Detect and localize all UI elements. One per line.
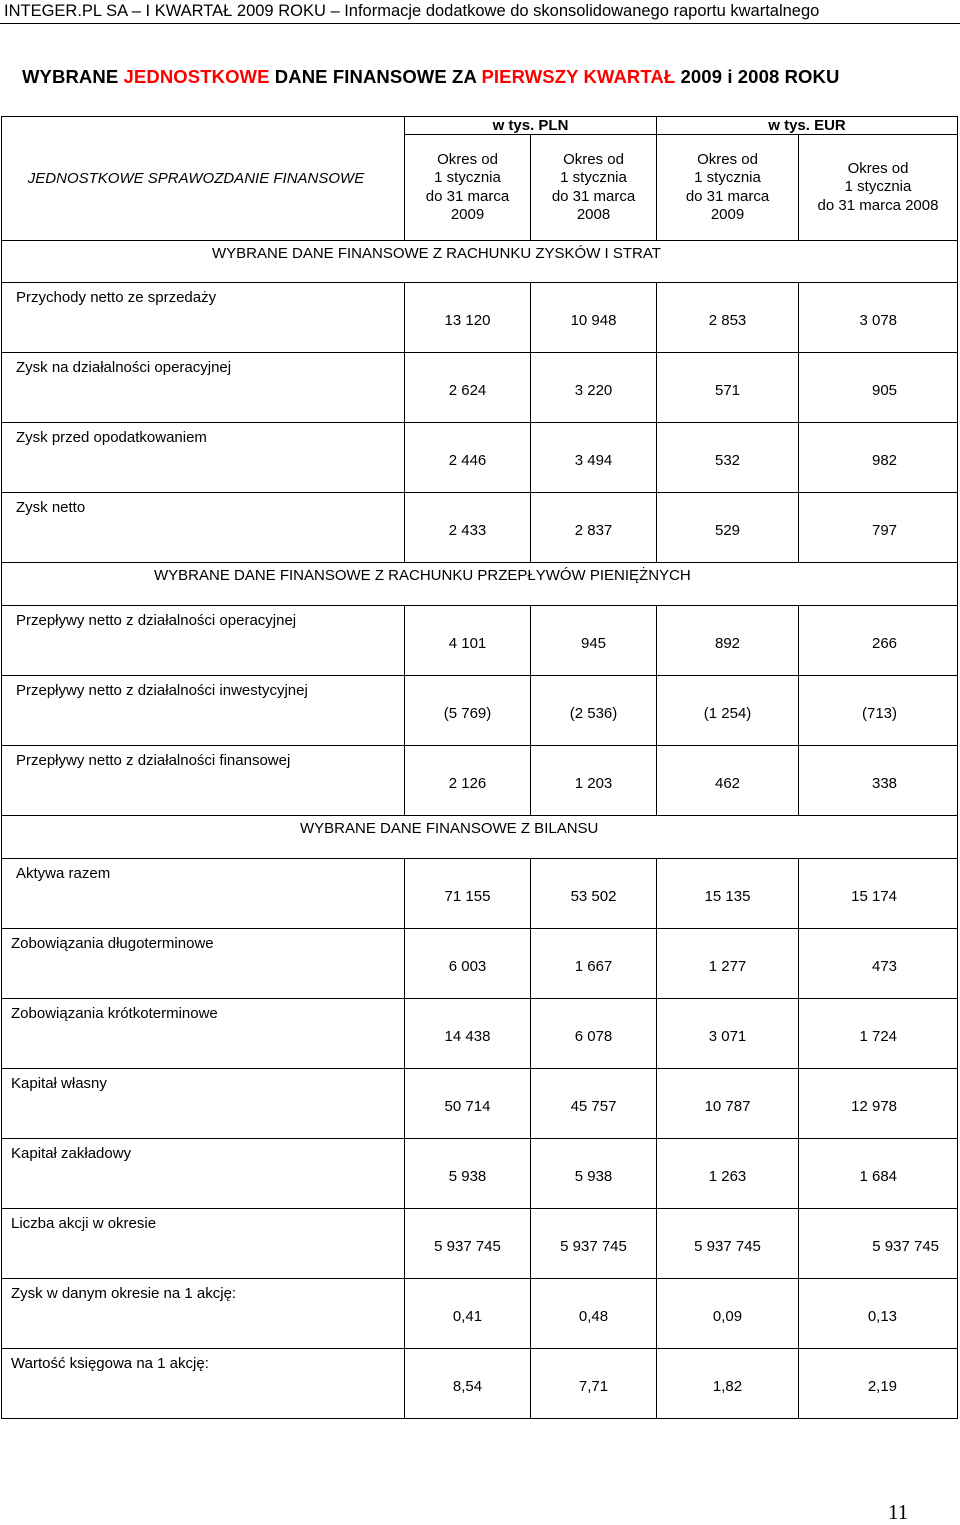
period-header-eur-2008: Okres od 1 stycznia do 31 marca 2008 bbox=[799, 135, 958, 241]
row-value-col-2: (2 536) bbox=[531, 676, 657, 746]
row-value-col-3: 1 277 bbox=[657, 929, 799, 999]
currency-pln-header: w tys. PLN bbox=[405, 117, 657, 135]
row-value-col-3: 892 bbox=[657, 606, 799, 676]
row-value-col-4: 2,19 bbox=[799, 1349, 958, 1419]
row-value-col-2: 3 220 bbox=[531, 353, 657, 423]
row-value-col-2: 45 757 bbox=[531, 1069, 657, 1139]
row-value-col-3: 3 071 bbox=[657, 999, 799, 1069]
row-value-col-4: 5 937 745 bbox=[799, 1209, 958, 1279]
section-row bbox=[2, 563, 958, 606]
row-value-col-4: 338 bbox=[799, 746, 958, 816]
title-part-3: DANE FINANSOWE ZA bbox=[269, 66, 482, 87]
row-value-col-3: 532 bbox=[657, 423, 799, 493]
row-value-col-2: 1 667 bbox=[531, 929, 657, 999]
currency-header-row bbox=[2, 117, 958, 135]
row-value-col-3: (1 254) bbox=[657, 676, 799, 746]
table-row bbox=[2, 999, 958, 1069]
row-value-col-3: 571 bbox=[657, 353, 799, 423]
row-value-col-4: 12 978 bbox=[799, 1069, 958, 1139]
period-header-eur-2009: Okres od 1 stycznia do 31 marca 2009 bbox=[657, 135, 799, 241]
row-label: Zysk przed opodatkowaniem bbox=[2, 423, 405, 493]
table-row bbox=[2, 746, 958, 816]
table-row bbox=[2, 423, 958, 493]
row-value-col-1: 2 433 bbox=[405, 493, 531, 563]
row-label: Przychody netto ze sprzedaży bbox=[2, 283, 405, 353]
row-value-col-3: 2 853 bbox=[657, 283, 799, 353]
row-value-col-3: 1 263 bbox=[657, 1139, 799, 1209]
row-value-col-4: 1 684 bbox=[799, 1139, 958, 1209]
row-value-col-2: 6 078 bbox=[531, 999, 657, 1069]
row-value-col-2: 1 203 bbox=[531, 746, 657, 816]
row-value-col-1: 13 120 bbox=[405, 283, 531, 353]
row-value-col-1: 2 126 bbox=[405, 746, 531, 816]
row-value-col-2: 53 502 bbox=[531, 859, 657, 929]
table-row bbox=[2, 1139, 958, 1209]
section-title: WYBRANE DANE FINANSOWE Z BILANSU bbox=[2, 816, 958, 859]
row-label: Przepływy netto z działalności inwestycyjnej bbox=[2, 676, 405, 746]
row-value-col-2: 7,71 bbox=[531, 1349, 657, 1419]
row-label: Zysk w danym okresie na 1 akcję: bbox=[2, 1279, 405, 1349]
row-value-col-1: (5 769) bbox=[405, 676, 531, 746]
row-value-col-1: 6 003 bbox=[405, 929, 531, 999]
row-value-col-2: 0,48 bbox=[531, 1279, 657, 1349]
section-title: WYBRANE DANE FINANSOWE Z RACHUNKU ZYSKÓW I STRAT bbox=[2, 241, 958, 283]
row-label: Zysk netto bbox=[2, 493, 405, 563]
row-value-col-4: (713) bbox=[799, 676, 958, 746]
row-value-col-4: 1 724 bbox=[799, 999, 958, 1069]
row-value-col-4: 3 078 bbox=[799, 283, 958, 353]
page-number: 11 bbox=[888, 1500, 909, 1524]
row-label: Zobowiązania długoterminowe bbox=[2, 929, 405, 999]
row-label: Aktywa razem bbox=[2, 859, 405, 929]
running-header: INTEGER.PL SA – I KWARTAŁ 2009 ROKU – Informacje dodatkowe do skonsolidowanego raportu kwartalnego bbox=[4, 2, 820, 20]
table-row bbox=[2, 1069, 958, 1139]
row-label: Przepływy netto z działalności operacyjnej bbox=[2, 606, 405, 676]
row-value-col-2: 2 837 bbox=[531, 493, 657, 563]
row-value-col-4: 982 bbox=[799, 423, 958, 493]
row-value-col-4: 15 174 bbox=[799, 859, 958, 929]
section-title: WYBRANE DANE FINANSOWE Z RACHUNKU PRZEPŁYWÓW PIENIĘŻNYCH bbox=[2, 563, 958, 606]
row-value-col-2: 3 494 bbox=[531, 423, 657, 493]
currency-eur-header: w tys. EUR bbox=[657, 117, 958, 135]
financial-data-table bbox=[1, 116, 958, 1419]
table-row bbox=[2, 283, 958, 353]
table-row bbox=[2, 1209, 958, 1279]
header-rule bbox=[0, 23, 960, 24]
row-value-col-3: 15 135 bbox=[657, 859, 799, 929]
page-title bbox=[22, 66, 839, 88]
section-row bbox=[2, 816, 958, 859]
row-label: Wartość księgowa na 1 akcję: bbox=[2, 1349, 405, 1419]
row-value-col-1: 71 155 bbox=[405, 859, 531, 929]
table-row bbox=[2, 493, 958, 563]
row-label: Kapitał własny bbox=[2, 1069, 405, 1139]
table-row bbox=[2, 929, 958, 999]
row-value-col-2: 5 938 bbox=[531, 1139, 657, 1209]
statement-header-label: JEDNOSTKOWE SPRAWOZDANIE FINANSOWE bbox=[2, 117, 405, 241]
title-part-5: 2009 i 2008 ROKU bbox=[675, 66, 840, 87]
row-value-col-2: 945 bbox=[531, 606, 657, 676]
row-value-col-1: 0,41 bbox=[405, 1279, 531, 1349]
table-row bbox=[2, 859, 958, 929]
table-row bbox=[2, 606, 958, 676]
row-value-col-3: 0,09 bbox=[657, 1279, 799, 1349]
table-row bbox=[2, 1349, 958, 1419]
row-label: Liczba akcji w okresie bbox=[2, 1209, 405, 1279]
row-value-col-3: 10 787 bbox=[657, 1069, 799, 1139]
row-value-col-3: 462 bbox=[657, 746, 799, 816]
row-label: Przepływy netto z działalności finansowej bbox=[2, 746, 405, 816]
row-value-col-2: 5 937 745 bbox=[531, 1209, 657, 1279]
row-value-col-4: 797 bbox=[799, 493, 958, 563]
row-label: Kapitał zakładowy bbox=[2, 1139, 405, 1209]
section-row bbox=[2, 241, 958, 283]
row-value-col-3: 5 937 745 bbox=[657, 1209, 799, 1279]
row-value-col-1: 5 937 745 bbox=[405, 1209, 531, 1279]
row-value-col-4: 473 bbox=[799, 929, 958, 999]
row-value-col-4: 0,13 bbox=[799, 1279, 958, 1349]
table-row bbox=[2, 1279, 958, 1349]
row-value-col-1: 5 938 bbox=[405, 1139, 531, 1209]
row-value-col-1: 2 624 bbox=[405, 353, 531, 423]
row-value-col-4: 266 bbox=[799, 606, 958, 676]
table-row bbox=[2, 676, 958, 746]
row-value-col-1: 14 438 bbox=[405, 999, 531, 1069]
title-part-4: PIERWSZY KWARTAŁ bbox=[481, 66, 676, 87]
row-value-col-1: 8,54 bbox=[405, 1349, 531, 1419]
row-value-col-3: 1,82 bbox=[657, 1349, 799, 1419]
row-value-col-2: 10 948 bbox=[531, 283, 657, 353]
row-value-col-1: 2 446 bbox=[405, 423, 531, 493]
row-label: Zobowiązania krótkoterminowe bbox=[2, 999, 405, 1069]
title-part-2: JEDNOSTKOWE bbox=[123, 66, 270, 87]
row-value-col-4: 905 bbox=[799, 353, 958, 423]
period-header-pln-2008: Okres od 1 stycznia do 31 marca 2008 bbox=[531, 135, 657, 241]
title-part-1: WYBRANE bbox=[22, 66, 124, 87]
row-value-col-1: 4 101 bbox=[405, 606, 531, 676]
period-header-pln-2009: Okres od 1 stycznia do 31 marca 2009 bbox=[405, 135, 531, 241]
row-value-col-3: 529 bbox=[657, 493, 799, 563]
row-label: Zysk na działalności operacyjnej bbox=[2, 353, 405, 423]
table-row bbox=[2, 353, 958, 423]
row-value-col-1: 50 714 bbox=[405, 1069, 531, 1139]
